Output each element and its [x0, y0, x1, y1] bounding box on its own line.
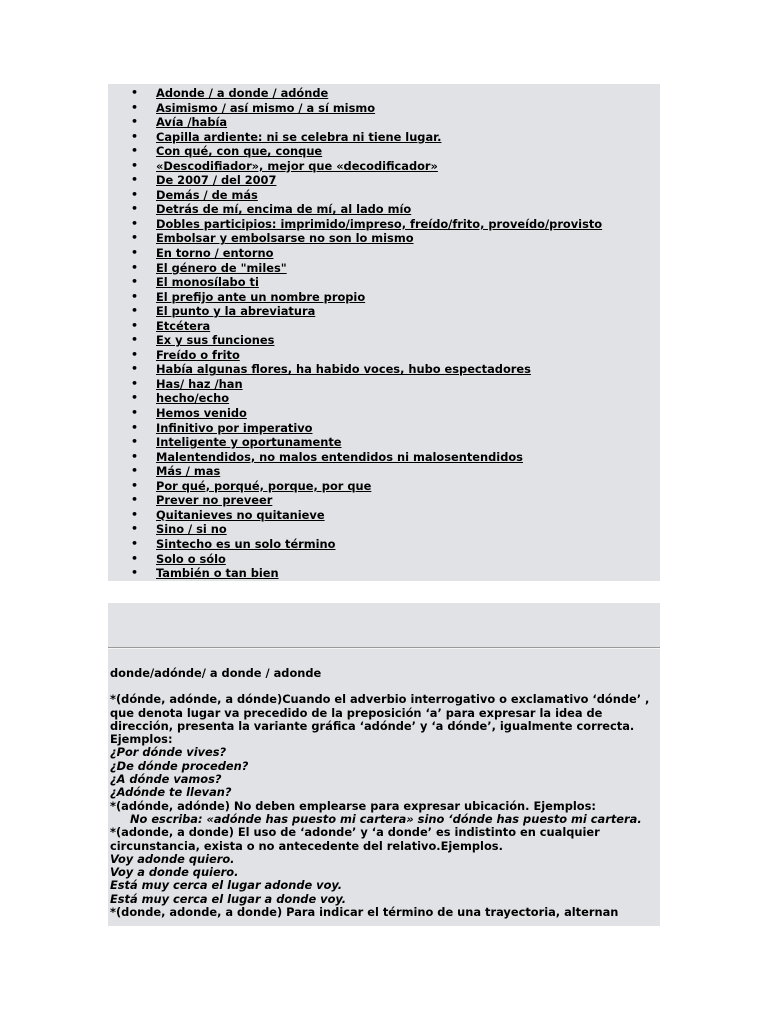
example-line: Está muy cerca el lugar a donde voy. — [110, 891, 347, 906]
list-item — [108, 159, 660, 174]
bullet-icon: • — [131, 173, 139, 187]
paragraph-trajectory: *(donde, adonde, a donde) Para indicar el término de una trayectoria, alternan — [110, 905, 619, 920]
example-line: Voy adonde quiero. — [110, 851, 235, 866]
topic-link[interactable]: El prefijo ante un nombre propio — [156, 289, 366, 304]
topic-link[interactable]: Has/ haz /han — [156, 376, 243, 391]
topic-link[interactable]: Ex y sus funciones — [156, 333, 275, 348]
list-item — [108, 290, 660, 305]
list-item — [108, 144, 660, 159]
topic-link[interactable]: «Descodifiador», mejor que «decodificador» — [156, 158, 438, 173]
list-item — [108, 130, 660, 145]
bullet-icon: • — [131, 129, 139, 143]
bullet-icon: • — [131, 536, 139, 550]
article-content — [110, 667, 656, 919]
bullet-icon: • — [131, 566, 139, 580]
topic-link[interactable]: Hemos venido — [156, 406, 247, 421]
list-item — [108, 115, 660, 130]
topic-link[interactable]: También o tan bien — [156, 566, 279, 581]
bullet-icon: • — [131, 478, 139, 492]
topic-link[interactable]: Quitanieves no quitanieve — [156, 507, 325, 522]
list-item — [108, 377, 660, 392]
topics-list — [108, 84, 660, 581]
topic-link[interactable]: De 2007 / del 2007 — [156, 173, 277, 188]
bullet-icon: • — [131, 246, 139, 260]
topic-link[interactable]: Embolsar y embolsarse no son lo mismo — [156, 231, 414, 246]
bullet-icon: • — [131, 144, 139, 158]
topic-link[interactable]: Solo o sólo — [156, 551, 226, 566]
list-item — [108, 101, 660, 116]
bullet-icon: • — [131, 202, 139, 216]
article-title: donde/adónde/ a donde / adonde — [110, 666, 322, 680]
topic-link[interactable]: Había algunas flores, ha habido voces, hubo espectadores — [156, 362, 531, 377]
bullet-icon: • — [131, 449, 139, 463]
list-item — [108, 493, 660, 508]
article-panel — [108, 603, 660, 926]
topic-link[interactable]: Etcétera — [156, 318, 211, 333]
topic-link[interactable]: Asimismo / así mismo / a sí mismo — [156, 100, 376, 115]
topic-link[interactable]: El monosílabo ti — [156, 275, 259, 290]
bullet-icon: • — [131, 406, 139, 420]
list-item — [108, 217, 660, 232]
topic-link[interactable]: El género de "miles" — [156, 260, 287, 275]
topic-link[interactable]: Freído o frito — [156, 347, 240, 362]
list-item — [108, 333, 660, 348]
topic-link[interactable]: Más / mas — [156, 464, 221, 479]
example-line: ¿Adónde te llevan? — [110, 785, 232, 800]
bullet-icon: • — [131, 289, 139, 303]
bullet-icon: • — [131, 115, 139, 129]
bullet-icon: • — [131, 216, 139, 230]
bullet-icon: • — [131, 187, 139, 201]
paragraph-location: *(adónde, adónde) No deben emplearse para expresar ubicación. Ejemplos: — [110, 798, 596, 813]
list-item — [108, 202, 660, 217]
bullet-icon: • — [131, 231, 139, 245]
list-item — [108, 479, 660, 494]
topic-link[interactable]: Avía /había — [156, 115, 228, 130]
bullet-icon: • — [131, 551, 139, 565]
bullet-icon: • — [131, 435, 139, 449]
list-item — [108, 421, 660, 436]
bullet-icon: • — [131, 522, 139, 536]
bullet-icon: • — [131, 304, 139, 318]
list-item — [108, 537, 660, 552]
bullet-icon: • — [131, 275, 139, 289]
horizontal-divider — [108, 647, 660, 649]
list-item — [108, 522, 660, 537]
list-item — [108, 391, 660, 406]
bullet-icon: • — [131, 333, 139, 347]
list-item — [108, 173, 660, 188]
bullet-icon: • — [131, 507, 139, 521]
list-item — [108, 188, 660, 203]
list-item — [108, 508, 660, 523]
list-item — [108, 86, 660, 101]
topic-link[interactable]: Infinitivo por imperativo — [156, 420, 313, 435]
bullet-icon: • — [131, 158, 139, 172]
list-item — [108, 552, 660, 567]
topic-link[interactable]: Sino / si no — [156, 522, 227, 537]
bullet-icon: • — [131, 318, 139, 332]
list-item — [108, 348, 660, 363]
bullet-icon: • — [131, 464, 139, 478]
list-item — [108, 362, 660, 377]
topic-link[interactable]: Detrás de mí, encima de mí, al lado mío — [156, 202, 412, 217]
list-item — [108, 304, 660, 319]
topic-link[interactable]: Sintecho es un solo término — [156, 536, 336, 551]
topic-link[interactable]: Prever no preveer — [156, 493, 273, 508]
example-line: ¿De dónde proceden? — [110, 758, 249, 773]
example-line: ¿A dónde vamos? — [110, 772, 222, 787]
topic-link[interactable]: Capilla ardiente: ni se celebra ni tiene lugar. — [156, 129, 442, 144]
list-item — [108, 231, 660, 246]
topic-link[interactable]: Con qué, con que, conque — [156, 144, 323, 159]
bullet-icon: • — [131, 347, 139, 361]
list-item — [108, 435, 660, 450]
bullet-icon: • — [131, 493, 139, 507]
topic-link[interactable]: Por qué, porqué, porque, por que — [156, 478, 372, 493]
list-item — [108, 275, 660, 290]
bullet-icon: • — [131, 260, 139, 274]
bullet-icon: • — [131, 100, 139, 114]
bullet-icon: • — [131, 362, 139, 376]
example-line: Está muy cerca el lugar adonde voy. — [110, 878, 343, 893]
list-item — [108, 566, 660, 581]
paragraph-interrogative: *(dónde, adónde, a dónde)Cuando el adverbio interrogativo o exclamativo ‘dónde’ , que denota lugar va precedido de la preposición ‘a’ para expresar la idea de dirección, presenta la variante gráfica ‘adónde’ y ‘a dónde’, igualmente correcta. Ejemplos: — [110, 692, 650, 747]
bullet-icon: • — [131, 391, 139, 405]
topic-link[interactable]: Demás / de más — [156, 187, 258, 202]
list-item — [108, 464, 660, 479]
list-item — [108, 261, 660, 276]
list-item — [108, 450, 660, 465]
bullet-icon: • — [131, 420, 139, 434]
topic-link[interactable]: En torno / entorno — [156, 246, 274, 261]
bullet-icon: • — [131, 86, 139, 99]
example-line: Voy a donde quiero. — [110, 865, 239, 880]
list-item — [108, 319, 660, 334]
topic-link[interactable]: Inteligente y oportunamente — [156, 435, 342, 450]
topics-index-panel — [108, 84, 660, 581]
list-item — [108, 246, 660, 261]
topic-link[interactable]: hecho/echo — [156, 391, 230, 406]
topic-link[interactable]: Adonde / a donde / adónde — [156, 86, 329, 100]
topic-link[interactable]: Malentendidos, no malos entendidos ni malosentendidos — [156, 449, 523, 464]
example-line: ¿Por dónde vives? — [110, 745, 227, 760]
example-line: No escriba: «adónde has puesto mi cartera» sino ‘dónde has puesto mi cartera. — [130, 811, 642, 826]
topic-link[interactable]: El punto y la abreviatura — [156, 304, 316, 319]
topic-link[interactable]: Dobles participios: imprimido/impreso, freído/frito, proveído/provisto — [156, 216, 603, 231]
list-item — [108, 406, 660, 421]
bullet-icon: • — [131, 376, 139, 390]
paragraph-relative: *(adonde, a donde) El uso de ‘adonde’ y ‘a donde’ es indistinto en cualquier circunstancia, exista o no antecedente del relativo.Ejemplos. — [110, 825, 600, 853]
